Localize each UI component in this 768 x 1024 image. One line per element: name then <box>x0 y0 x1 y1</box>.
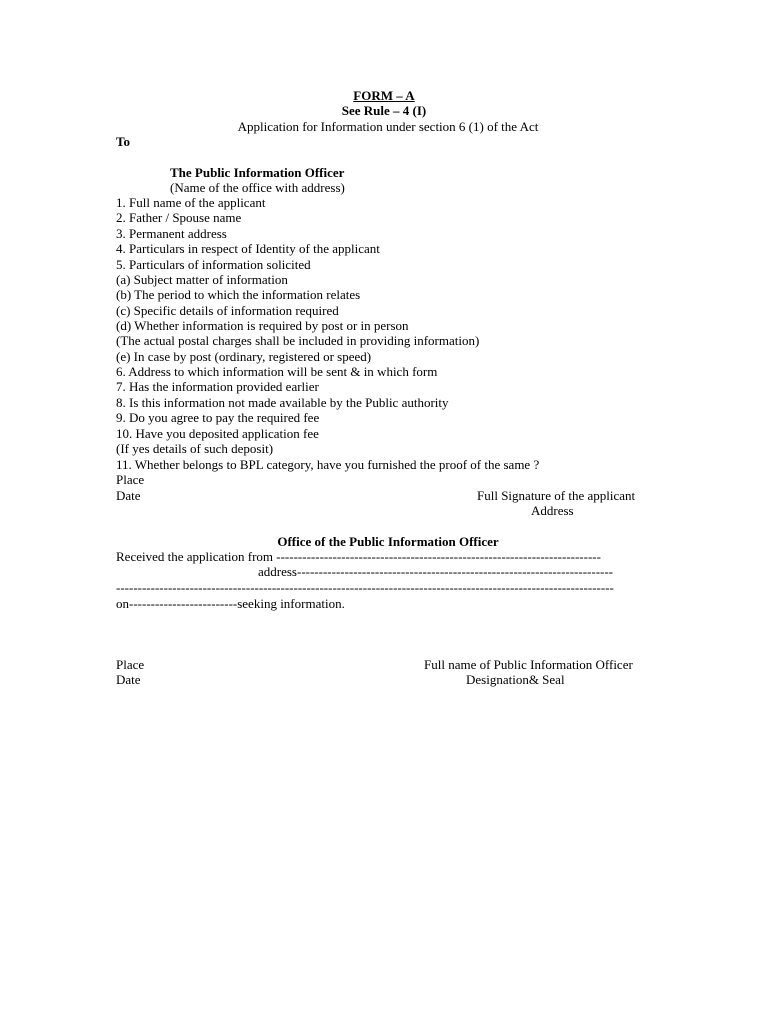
list-item: (a) Subject matter of information <box>116 272 288 287</box>
officer-place-label: Place <box>116 657 145 672</box>
dash-line: ------------------------------------------------------------------------------------------------------------------- <box>116 580 614 595</box>
applicant-signature-label: Full Signature of the applicant <box>477 488 636 503</box>
list-item: 3. Permanent address <box>116 226 227 241</box>
officer-heading: The Public Information Officer <box>170 165 345 180</box>
office-heading: Office of the Public Information Officer <box>277 534 499 549</box>
list-item: 8. Is this information not made available by the Public authority <box>116 395 449 410</box>
list-item: 5. Particulars of information solicited <box>116 257 311 272</box>
to-label: To <box>116 134 130 149</box>
officer-date-label: Date <box>116 672 141 687</box>
list-item: (c) Specific details of information required <box>116 303 339 318</box>
list-item: (The actual postal charges shall be included in providing information) <box>116 333 480 348</box>
list-item: 9. Do you agree to pay the required fee <box>116 410 320 425</box>
office-note: (Name of the office with address) <box>170 180 345 195</box>
date-label: Date <box>116 488 141 503</box>
list-item: 4. Particulars in respect of Identity of the applicant <box>116 241 380 256</box>
list-item: (If yes details of such deposit) <box>116 441 274 456</box>
list-item: 10. Have you deposited application fee <box>116 426 319 441</box>
address-line: address------------------------------------------------------------------------- <box>258 564 614 579</box>
rule-reference: See Rule – 4 (I) <box>341 103 427 118</box>
form-title: FORM – A <box>353 88 415 103</box>
list-item: 2. Father / Spouse name <box>116 210 242 225</box>
form-subtitle: Application for Information under section 6 (1) of the Act <box>237 119 539 134</box>
applicant-address-label: Address <box>531 503 574 518</box>
on-line: on-------------------------seeking information. <box>116 596 345 611</box>
list-item: 1. Full name of the applicant <box>116 195 266 210</box>
list-item: (d) Whether information is required by post or in person <box>116 318 409 333</box>
list-item: (e) In case by post (ordinary, registered or speed) <box>116 349 372 364</box>
list-item: 11. Whether belongs to BPL category, have you furnished the proof of the same ? <box>116 457 540 472</box>
received-line: Received the application from --------------------------------------------------------------------------- <box>116 549 601 564</box>
designation-seal-label: Designation& Seal <box>466 672 565 687</box>
list-item: 7. Has the information provided earlier <box>116 379 319 394</box>
list-item: (b) The period to which the information relates <box>116 287 361 302</box>
list-item: 6. Address to which information will be sent & in which form <box>116 364 438 379</box>
officer-full-name-label: Full name of Public Information Officer <box>424 657 633 672</box>
place-label: Place <box>116 472 145 487</box>
